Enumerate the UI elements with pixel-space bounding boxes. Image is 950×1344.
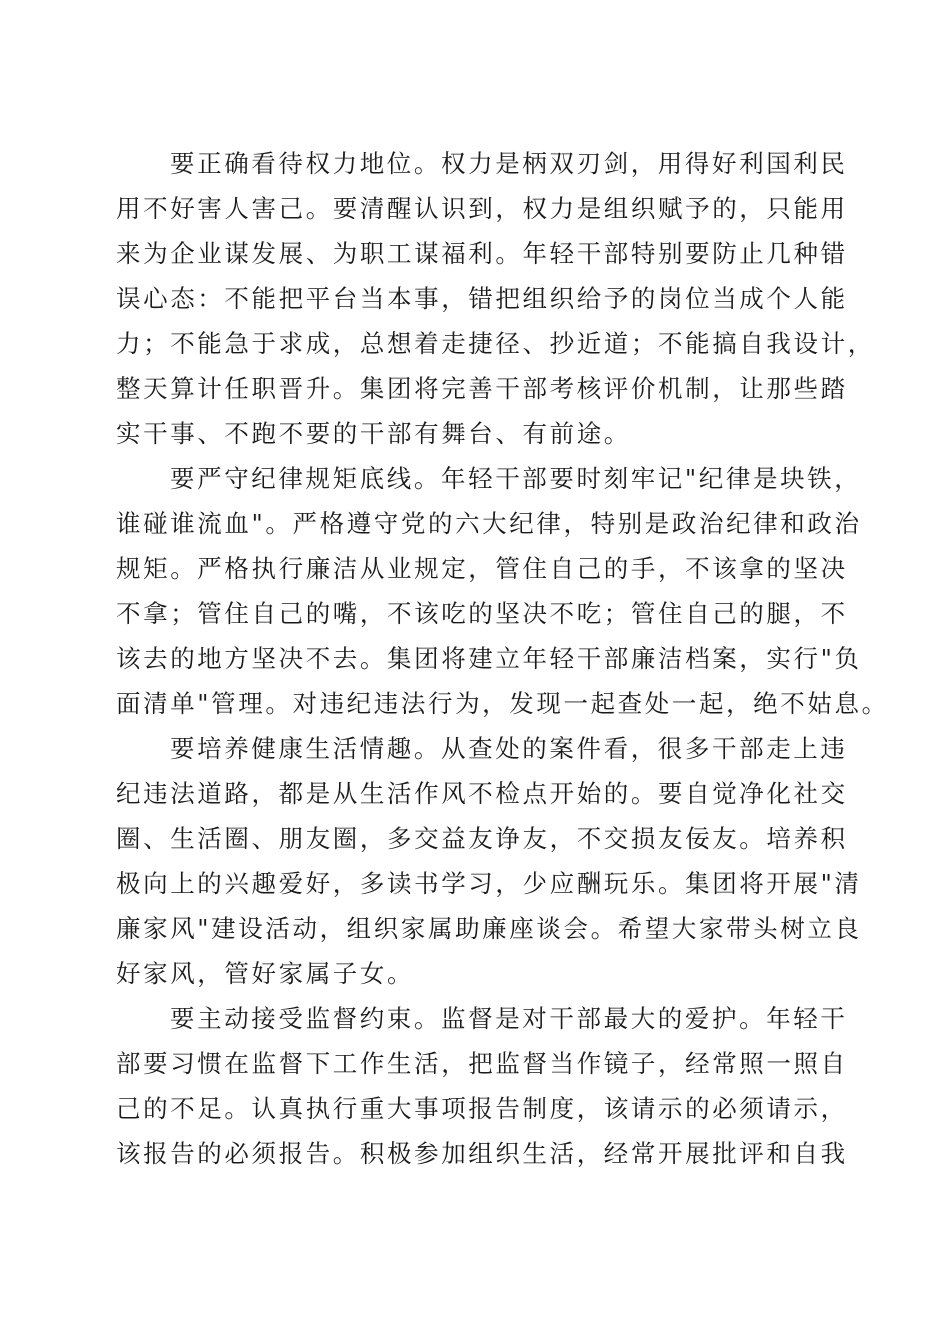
paragraph-line: 部要习惯在监督下工作生活，把监督当作镜子，经常照一照自 — [116, 1049, 848, 1078]
paragraph-line: 纪违法道路，都是从生活作风不检点开始的。要自觉净化社交 — [116, 779, 848, 808]
paragraph-line: 整天算计任职晋升。集团将完善干部考核评价机制，让那些踏 — [116, 374, 848, 403]
paragraph-line: 己的不足。认真执行重大事项报告制度，该请示的必须请示， — [116, 1094, 848, 1123]
paragraph-line: 要严守纪律规矩底线。年轻干部要时刻牢记"纪律是块铁， — [170, 464, 862, 493]
paragraph-line: 要正确看待权力地位。权力是柄双刃剑，用得好利国利民 — [170, 149, 848, 178]
paragraph-line: 要主动接受监督约束。监督是对干部最大的爱护。年轻干 — [170, 1004, 848, 1033]
paragraph-power — [116, 141, 875, 456]
paragraph-line: 极向上的兴趣爱好，多读书学习，少应酬玩乐。集团将开展"清 — [116, 869, 862, 898]
paragraph-line: 实干事、不跑不要的干部有舞台、有前途。 — [116, 419, 631, 448]
paragraph-line: 要培养健康生活情趣。从查处的案件看，很多干部走上违 — [170, 734, 848, 763]
paragraph-supervision — [116, 996, 848, 1176]
paragraph-line: 力；不能急于求成，总想着走捷径、抄近道；不能搞自我设计， — [116, 329, 875, 358]
paragraph-line: 廉家风"建设活动，组织家属助廉座谈会。希望大家带头树立良 — [116, 914, 862, 943]
paragraph-line: 误心态：不能把平台当本事，错把组织给予的岗位当成个人能 — [116, 284, 848, 313]
paragraph-line: 面清单"管理。对违纪违法行为，发现一起查处一起，绝不姑息。 — [116, 689, 889, 718]
paragraph-line: 圈、生活圈、朋友圈，多交益友诤友，不交损友佞友。培养积 — [116, 824, 848, 853]
document-body — [116, 141, 889, 1176]
paragraph-line: 不拿；管住自己的嘴，不该吃的坚决不吃；管住自己的腿，不 — [116, 599, 848, 628]
paragraph-discipline — [116, 456, 889, 726]
paragraph-line: 规矩。严格执行廉洁从业规定，管住自己的手，不该拿的坚决 — [116, 554, 848, 583]
paragraph-line: 用不好害人害己。要清醒认识到，权力是组织赋予的，只能用 — [116, 194, 848, 223]
paragraph-line: 好家风，管好家属子女。 — [116, 959, 415, 988]
paragraph-line: 该报告的必须报告。积极参加组织生活，经常开展批评和自我 — [116, 1139, 848, 1168]
paragraph-lifestyle — [116, 726, 862, 996]
paragraph-line: 来为企业谋发展、为职工谋福利。年轻干部特别要防止几种错 — [116, 239, 848, 268]
paragraph-line: 该去的地方坚决不去。集团将建立年轻干部廉洁档案，实行"负 — [116, 644, 862, 673]
paragraph-line: 谁碰谁流血"。严格遵守党的六大纪律，特别是政治纪律和政治 — [116, 509, 862, 538]
